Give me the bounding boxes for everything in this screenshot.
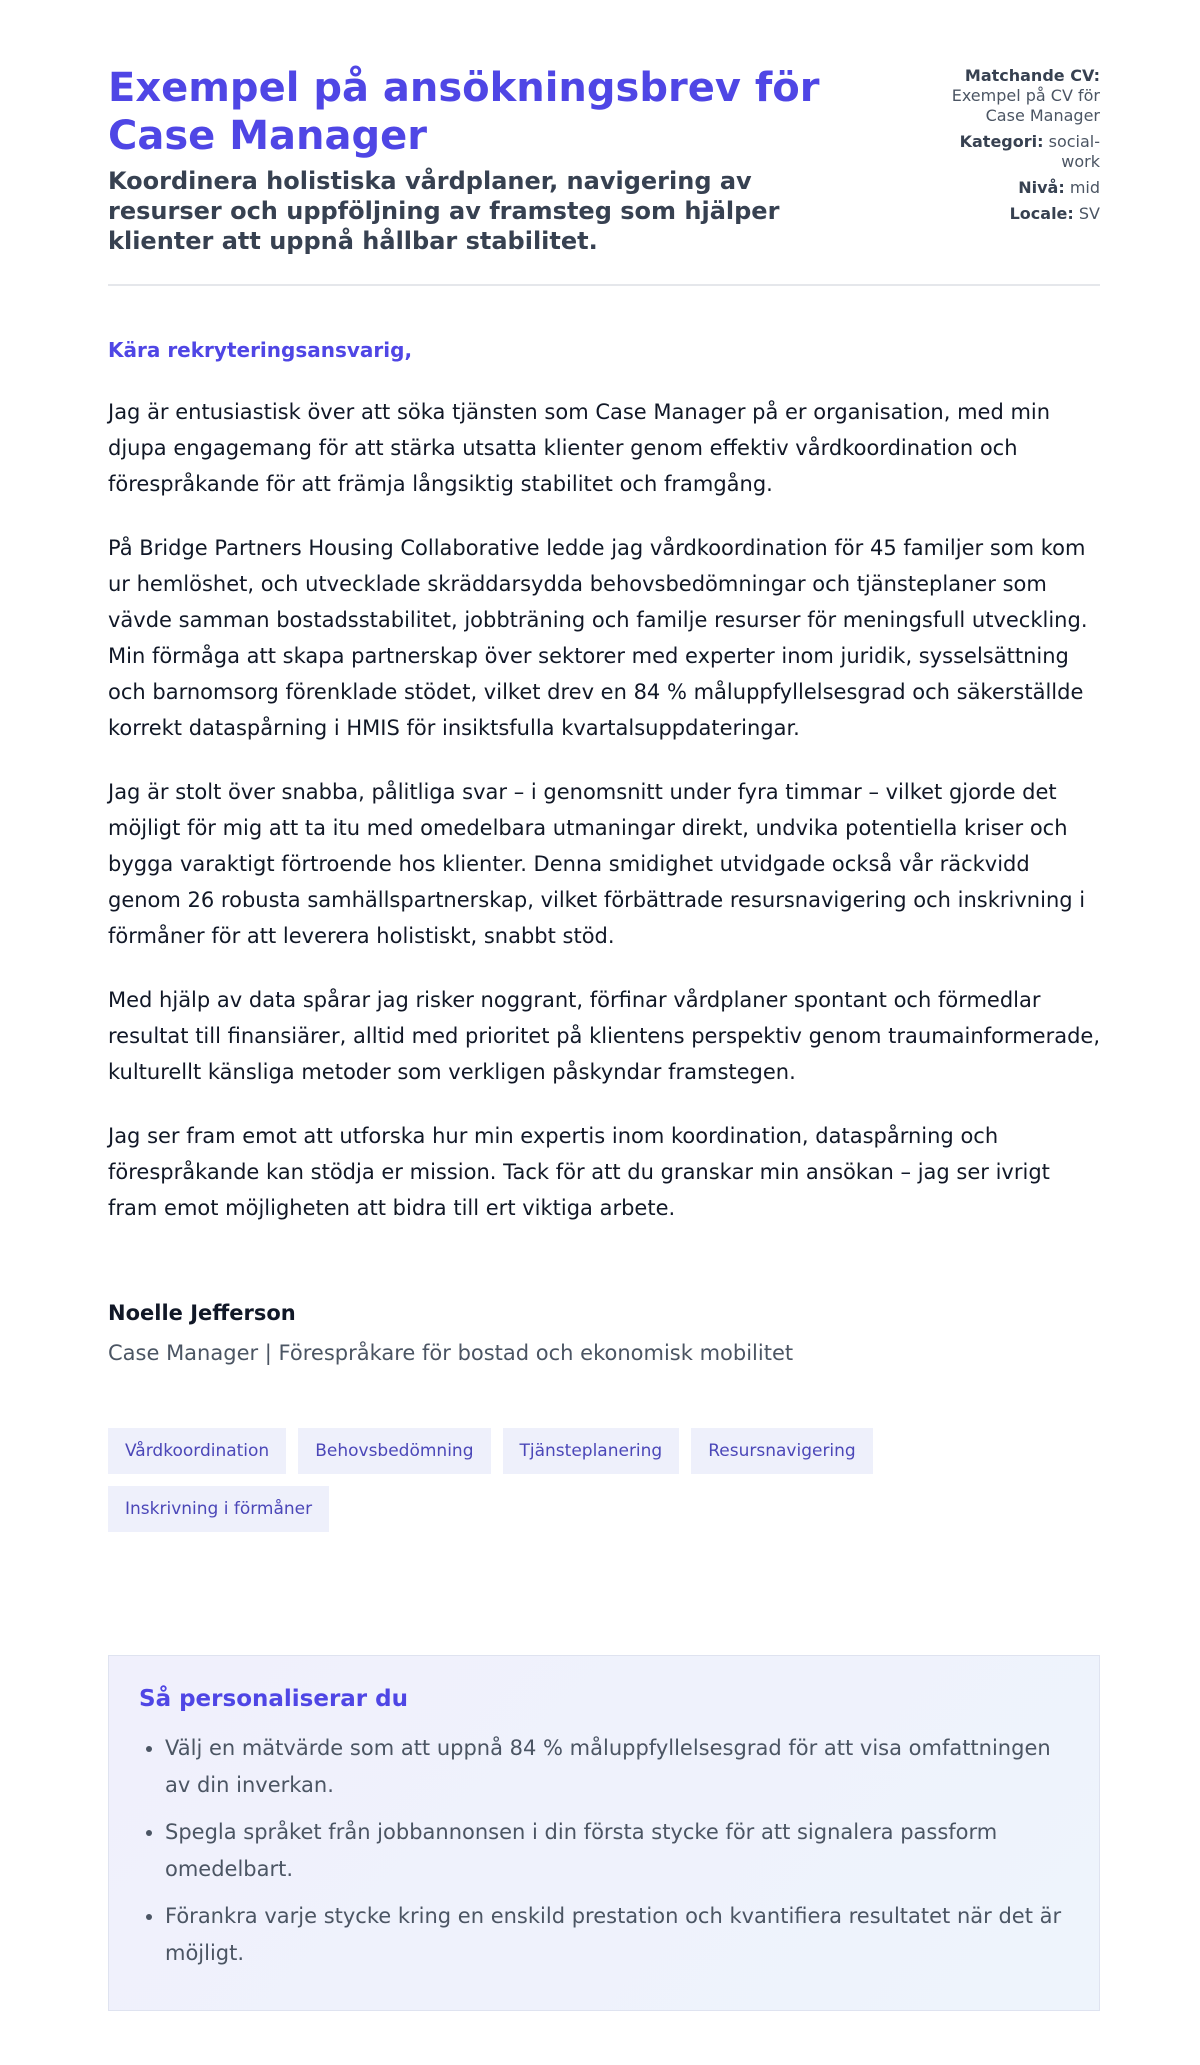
skill-tag: Vårdkoordination [108, 1428, 286, 1474]
page-subtitle: Koordinera holistiska vårdplaner, navigering av resurser och uppföljning av framsteg som hjälper klienter att uppnå hållbar stabilitet. [108, 167, 780, 255]
meta-category-key: Kategori: [959, 132, 1044, 151]
meta-locale-value: SV [1078, 204, 1100, 223]
skill-tag: Inskrivning i förmåner [108, 1486, 329, 1532]
letter-paragraph: Jag ser fram emot att utforska hur min expertis inom koordination, dataspårning och förespråkande kan stödja er mission. Tack för att du granskar min ansökan – jag ser ivrigt fram emot möjligheten att bidra till ert viktiga arbete. [108, 1124, 1050, 1220]
skill-tag: Tjänsteplanering [503, 1428, 680, 1474]
meta-category [940, 132, 1100, 172]
header-divider [108, 284, 1100, 286]
meta-category-value: social-work [1048, 132, 1100, 171]
signature-title: Case Manager | Förespråkare för bostad och ekonomisk mobilitet [108, 1341, 794, 1365]
letter-paragraph: Jag är entusiastisk över att söka tjänsten som Case Manager på er organisation, med min djupa engagemang för att stärka utsatta klienter genom effektiv vårdkoordination och förespråkande för att främja långsiktig stabilitet och framgång. [108, 400, 1051, 496]
meta-level-key: Nivå: [1018, 178, 1065, 197]
signature-name: Noelle Jefferson [108, 1301, 296, 1325]
meta-cv-link[interactable]: Exempel på CV för Case Manager [951, 86, 1100, 125]
meta-level-value: mid [1069, 178, 1100, 197]
tips-title: Så personaliserar du [139, 1686, 408, 1712]
meta-matching-cv [940, 66, 1100, 126]
meta-locale [940, 204, 1100, 224]
page-title: Exempel på ansökningsbrev för Case Manager [108, 65, 820, 159]
tip-item: • Välj en mätvärde som att uppnå 84 % måluppfyllelsesgrad för att visa omfattningen av din inverkan. [165, 1730, 1069, 1804]
skill-tags [108, 1428, 948, 1544]
meta-cv-key: Matchande CV: [964, 66, 1100, 85]
letter-greeting: Kära rekryteringsansvarig, [108, 338, 413, 362]
letter-paragraph: På Bridge Partners Housing Collaborative ledde jag vårdkoordination för 45 familjer som kom ur hemlöshet, och utvecklade skräddarsydda behovsbedömningar och tjänsteplaner som vävde samman bostadsstabilitet, jobbträning och familje resurser för meningsfull utveckling. Min förmåga att skapa partnerskap över sektorer med experter inom juridik, sysselsättning och barnomsorg förenklade stödet, vilket drev en 84 % måluppfyllelsesgrad och säkerställde korrekt dataspårning i HMIS för insiktsfulla kvartalsuppdateringar. [108, 536, 1088, 740]
letter-paragraph: Med hjälp av data spårar jag risker noggrant, förfinar vårdplaner spontant och förmedlar resultat till finansiärer, alltid med prioritet på klientens perspektiv genom traumainformerade, kulturellt känsliga metoder som verkligen påskyndar framstegen. [108, 988, 1100, 1084]
page-header [108, 64, 1100, 256]
letter-paragraph: Jag är stolt över snabba, pålitliga svar – i genomsnitt under fyra timmar – vilket gjorde det möjligt för mig att ta itu med omedelbara utmaningar direkt, undvika potentiella kriser och bygga varaktigt förtroende hos klienter. Denna smidighet utvidgade också vår räckvidd genom 26 robusta samhällspartnerskap, vilket förbättrade resursnavigering och inskrivning i förmåner för att leverera holistiskt, snabbt stöd. [108, 780, 1086, 948]
skill-tag: Resursnavigering [691, 1428, 873, 1474]
letter-body [108, 334, 1100, 1544]
meta-level [940, 178, 1100, 198]
tip-item: • Spegla språket från jobbannonsen i din första stycke för att signalera passform omedelbart. [165, 1814, 1069, 1888]
tips-list [139, 1730, 1069, 1972]
tip-item: • Förankra varje stycke kring en enskild prestation och kvantifiera resultatet när det är möjligt. [165, 1898, 1069, 1972]
meta-locale-key: Locale: [1009, 204, 1074, 223]
personalization-tips [108, 1655, 1100, 2011]
skill-tag: Behovsbedömning [298, 1428, 490, 1474]
meta-panel [940, 66, 1100, 230]
